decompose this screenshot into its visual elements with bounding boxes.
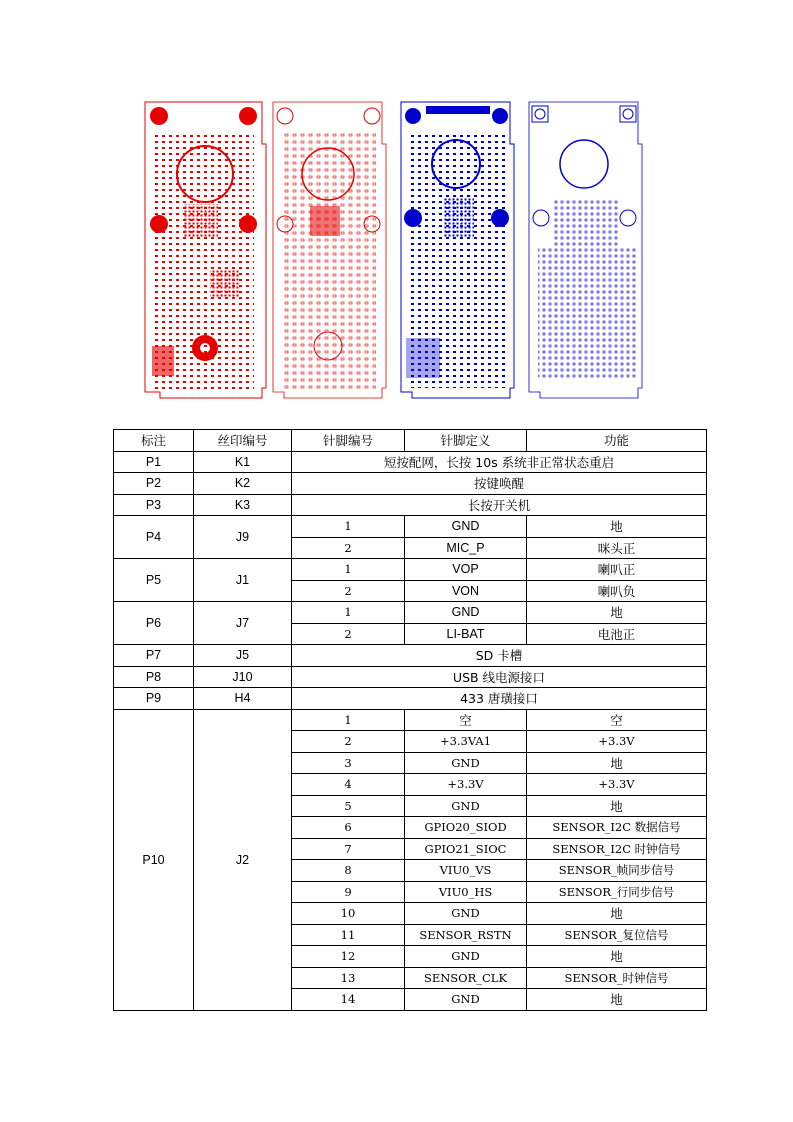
pin-definition: GND — [405, 946, 527, 968]
pin-definition: VIU0_HS — [405, 881, 527, 903]
row-silk: K1 — [194, 451, 292, 473]
row-silk: J1 — [194, 559, 292, 602]
row-description: 433 唐璜接口 — [292, 688, 707, 710]
row-silk: J9 — [194, 516, 292, 559]
row-description: 短按配网，长按 10s 系统非正常状态重启 — [292, 451, 707, 473]
pin-function: SENSOR_行同步信号 — [527, 881, 707, 903]
table-row — [114, 559, 707, 581]
pin-function: 地 — [527, 602, 707, 624]
pin-function: SENSOR_帧同步信号 — [527, 860, 707, 882]
table-row — [114, 645, 707, 667]
board-bottom-silkscreen — [529, 102, 642, 398]
row-mark: P10 — [114, 709, 194, 1010]
pin-definition: 空 — [405, 709, 527, 731]
pin-number: 2 — [292, 731, 405, 753]
pin-definition: GND — [405, 602, 527, 624]
pin-number: 2 — [292, 537, 405, 559]
pin-definition: GND — [405, 752, 527, 774]
row-mark: P9 — [114, 688, 194, 710]
pin-definition: GND — [405, 516, 527, 538]
row-silk: J2 — [194, 709, 292, 1010]
pin-number: 9 — [292, 881, 405, 903]
row-silk: H4 — [194, 688, 292, 710]
row-silk: K2 — [194, 473, 292, 495]
pin-definition: VIU0_VS — [405, 860, 527, 882]
pin-function: +3.3V — [527, 731, 707, 753]
board-bottom-copper — [401, 102, 514, 398]
header-mark: 标注 — [114, 430, 194, 452]
header-function: 功能 — [527, 430, 707, 452]
row-description: USB 线电源接口 — [292, 666, 707, 688]
pin-number: 1 — [292, 709, 405, 731]
pin-number: 1 — [292, 516, 405, 538]
header-pin-number: 针脚编号 — [292, 430, 405, 452]
pin-number: 10 — [292, 903, 405, 925]
row-description: 按键唤醒 — [292, 473, 707, 495]
pcb-layout-figure — [140, 98, 656, 404]
pin-definition: LI-BAT — [405, 623, 527, 645]
pin-number: 14 — [292, 989, 405, 1011]
pin-definition: GND — [405, 989, 527, 1011]
pin-definition: +3.3V — [405, 774, 527, 796]
row-silk: K3 — [194, 494, 292, 516]
pin-function: 地 — [527, 946, 707, 968]
row-silk: J7 — [194, 602, 292, 645]
row-mark: P1 — [114, 451, 194, 473]
table-row — [114, 516, 707, 538]
pin-function: 空 — [527, 709, 707, 731]
pin-function: 电池正 — [527, 623, 707, 645]
pin-function: 地 — [527, 516, 707, 538]
pin-function: 喇叭正 — [527, 559, 707, 581]
pin-number: 11 — [292, 924, 405, 946]
row-mark: P6 — [114, 602, 194, 645]
pin-number: 4 — [292, 774, 405, 796]
row-description: SD 卡槽 — [292, 645, 707, 667]
pin-function: 地 — [527, 752, 707, 774]
pin-function: 咪头正 — [527, 537, 707, 559]
pin-definition: GPIO20_SIOD — [405, 817, 527, 839]
pin-number: 3 — [292, 752, 405, 774]
pin-number: 5 — [292, 795, 405, 817]
row-mark: P2 — [114, 473, 194, 495]
pin-function: 地 — [527, 903, 707, 925]
row-mark: P3 — [114, 494, 194, 516]
pin-function: SENSOR_I2C 数据信号 — [527, 817, 707, 839]
table-row — [114, 688, 707, 710]
row-mark: P8 — [114, 666, 194, 688]
pin-definition-table — [113, 429, 707, 1011]
pin-number: 12 — [292, 946, 405, 968]
pin-function: 地 — [527, 795, 707, 817]
row-description: 长按开关机 — [292, 494, 707, 516]
pin-function: 喇叭负 — [527, 580, 707, 602]
table-row — [114, 666, 707, 688]
board-top-silkscreen — [273, 102, 386, 398]
pin-number: 7 — [292, 838, 405, 860]
board-top-copper — [145, 102, 266, 398]
pin-definition: SENSOR_CLK — [405, 967, 527, 989]
table-header-row — [114, 430, 707, 452]
pin-definition: VOP — [405, 559, 527, 581]
pin-definition: GND — [405, 903, 527, 925]
pin-definition: MIC_P — [405, 537, 527, 559]
pin-definition: GPIO21_SIOC — [405, 838, 527, 860]
table-body — [114, 451, 707, 1010]
pin-definition: +3.3VA1 — [405, 731, 527, 753]
table-row — [114, 473, 707, 495]
pin-function: 地 — [527, 989, 707, 1011]
table-row — [114, 451, 707, 473]
pin-number: 13 — [292, 967, 405, 989]
row-silk: J5 — [194, 645, 292, 667]
table-row — [114, 602, 707, 624]
pin-function: +3.3V — [527, 774, 707, 796]
header-pin-definition: 针脚定义 — [405, 430, 527, 452]
pin-function: SENSOR_时钟信号 — [527, 967, 707, 989]
header-silk: 丝印编号 — [194, 430, 292, 452]
table-row — [114, 709, 707, 731]
pin-definition: GND — [405, 795, 527, 817]
pin-definition: VON — [405, 580, 527, 602]
row-mark: P5 — [114, 559, 194, 602]
row-mark: P7 — [114, 645, 194, 667]
pin-function: SENSOR_I2C 时钟信号 — [527, 838, 707, 860]
row-silk: J10 — [194, 666, 292, 688]
pin-number: 6 — [292, 817, 405, 839]
pin-number: 1 — [292, 559, 405, 581]
pin-number: 2 — [292, 623, 405, 645]
pin-function: SENSOR_复位信号 — [527, 924, 707, 946]
pin-number: 8 — [292, 860, 405, 882]
table-row — [114, 494, 707, 516]
row-mark: P4 — [114, 516, 194, 559]
pin-definition: SENSOR_RSTN — [405, 924, 527, 946]
pin-number: 1 — [292, 602, 405, 624]
pin-number: 2 — [292, 580, 405, 602]
